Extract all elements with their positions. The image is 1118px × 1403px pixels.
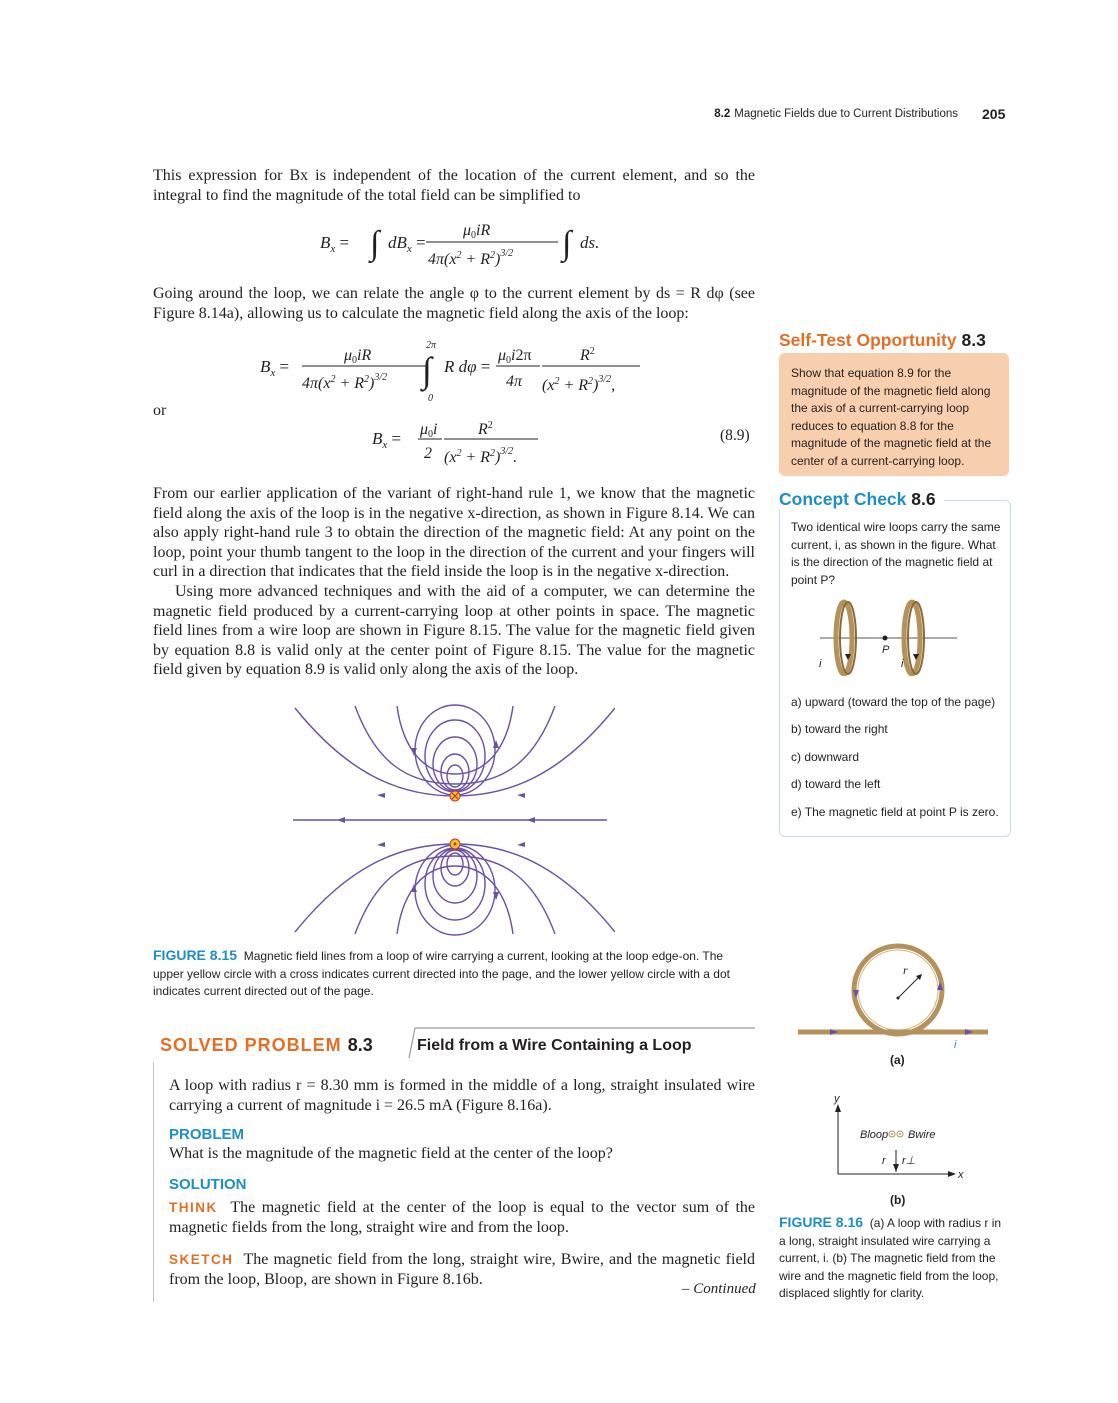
fig816-i-label: i <box>954 1039 957 1051</box>
paragraph-1: This expression for Bx is independent of the location of the current element, and so the integral to find the magnitude of the total field can be simplified to <box>153 167 755 204</box>
fig816-rperp-label: r⊥ <box>902 1155 916 1167</box>
equation-1-render <box>318 218 618 274</box>
fig816-bwire-label: Bwire <box>908 1129 936 1141</box>
concept-check-title: Concept Check <box>779 489 907 509</box>
svg-text:∫: ∫ <box>422 350 432 390</box>
equation-number: (8.9) <box>720 427 750 444</box>
svg-text:μ0i: μ0i <box>420 421 438 440</box>
svg-text:dBx =: $dB_x$ = <box>388 233 426 255</box>
equation-3 <box>370 418 550 481</box>
fig816-x-label: x <box>958 1169 964 1181</box>
current-label-right: i <box>901 658 904 670</box>
svg-text:4π(x2 + R2)3/2: $4\pi(x^2 + R^2)^{3/2}$ <box>428 248 514 268</box>
svg-text:Bx =: $B_x$ = <box>320 233 350 255</box>
paragraph-2: Going around the loop, we can relate the angle φ to the current element by ds = R dφ (see Figure 8.14a), allowing us to calculate the magnetic field along the axis of the loop: <box>153 285 755 322</box>
or-word: or <box>153 402 167 419</box>
self-test-number: 8.3 <box>961 330 986 350</box>
svg-text:4π: 4π <box>506 373 523 390</box>
sketch-heading: SKETCH <box>169 1252 234 1267</box>
figure-8-16-caption-text: (a) A loop with radius r in a long, straight insulated wire carrying a current, i. (b) The magnetic field from the wire and the magnetic field from the loop, displaced slightly for clarity. <box>779 1216 1002 1300</box>
svg-text:μ0iR: μ0iR <box>344 347 372 366</box>
svg-text:Bx =: $B_x$ = <box>372 429 402 451</box>
problem-text: What is the magnitude of the magnetic field at the center of the loop? <box>169 1145 613 1162</box>
concept-check-question: Two identical wire loops carry the same current, i, as shown in the figure. What is the direction of the magnetic field at point P? <box>791 520 1001 587</box>
page-number: 205 <box>982 106 1006 122</box>
figure-8-16-caption <box>779 1214 1009 1303</box>
svg-text:Bx =: $B_x$ = <box>260 357 290 379</box>
concept-check-number: 8.6 <box>911 489 936 509</box>
running-header <box>690 108 958 120</box>
sketch-paragraph <box>169 1250 755 1289</box>
self-test-title: Self-Test Opportunity <box>779 330 957 350</box>
figure-8-16-label: FIGURE 8.16 <box>779 1214 864 1230</box>
svg-text:ds.: ds. <box>580 233 600 252</box>
svg-text:∫: ∫ <box>562 225 572 262</box>
think-heading: THINK <box>169 1200 218 1215</box>
fig816-y-label: y <box>834 1093 840 1105</box>
self-test-heading <box>779 330 986 351</box>
svg-text:2: 2 <box>424 445 432 462</box>
solved-problem-heading <box>160 1035 373 1056</box>
fig816-sub-b: (b) <box>890 1193 906 1207</box>
concept-check-heading <box>779 489 944 510</box>
continued-note: – Continued <box>682 1281 756 1297</box>
paragraph-4: Using more advanced techniques and with the aid of a computer, we can determine the magnetic field produced by a current-carrying loop at other points in space. The magnetic field lines from a wire loop are shown in Figure 8.15. The value for the magnetic field given by equation 8.8 is valid only at the center point of Figure 8.15. The value for the magnetic field given by equation 8.9 is valid only along the axis of the loop. <box>153 583 755 678</box>
solution-heading: SOLUTION <box>169 1176 247 1193</box>
option-a: a) upward (toward the top of the page) <box>791 695 996 709</box>
svg-text:R2: $R^2$ <box>478 420 493 438</box>
equation-3-render <box>370 418 550 476</box>
fig816-bloop-label: Bloop <box>860 1129 889 1141</box>
figure-8-15-field-lines <box>285 700 615 936</box>
section-title: Magnetic Fields due to Current Distributions <box>734 108 958 120</box>
option-b: b) toward the right <box>791 722 888 736</box>
option-c: c) downward <box>791 750 860 764</box>
solved-problem-intro: A loop with radius r = 8.30 mm is formed in the middle of a long, straight insulated wire carrying a current of magnitude i = 26.5 mA (Figure 8.16a). <box>169 1077 755 1114</box>
svg-text:μ0i2π: μ0i2π <box>498 347 532 366</box>
svg-text:R2: $R^2$ <box>580 346 595 364</box>
svg-text:(x2 + R2)3/2,: $(x^2 + R^2)^{3/2}$, <box>542 374 616 394</box>
problem-heading: PROBLEM <box>169 1126 244 1143</box>
figure-8-15-caption-text: Magnetic field lines from a loop of wire carrying a current, looking at the loop edge-on. The upper yellow circle with a cross indicates current directed into the page, and the lower yellow circle with a dot indicates current directed out of the page. <box>153 949 730 998</box>
svg-text:R dφ =: R dφ = <box>444 357 491 376</box>
svg-text:μ0iR: μ0iR <box>463 222 491 241</box>
current-label-left: i <box>819 658 822 670</box>
fig816-r-b-label: r <box>882 1155 886 1167</box>
svg-text:2π: 2π <box>426 340 437 351</box>
option-e: e) The magnetic field at point P is zero. <box>791 805 999 819</box>
svg-text:(x2 + R2)3/2.: $(x^2 + R^2)^{3/2}$. <box>444 446 518 466</box>
figure-8-15-caption <box>153 947 755 1001</box>
sketch-text: The magnetic field from the long, straight wire, Bwire, and the magnetic field from the loop, Bloop, are shown in Figure 8.16b. <box>169 1251 756 1288</box>
option-d: d) toward the left <box>791 777 881 791</box>
solved-problem-title: Field from a Wire Containing a Loop <box>417 1037 692 1054</box>
equation-2-render <box>258 338 678 404</box>
self-test-text: Show that equation 8.9 for the magnitude of the magnetic field along the axis of a current-carrying loop reduces to equation 8.8 for the magnitude of the magnetic field at the center of a current-carrying loop. <box>791 366 992 468</box>
svg-text:0: 0 <box>428 393 433 404</box>
solved-problem-label: SOLVED PROBLEM <box>160 1035 342 1055</box>
fig816-sub-a: (a) <box>890 1053 905 1067</box>
fig816-r-label: r <box>903 963 908 977</box>
section-number: 8.2 <box>714 108 731 120</box>
figure-8-15-label: FIGURE 8.15 <box>153 947 238 963</box>
self-test-box <box>779 353 1009 476</box>
figure-8-16 <box>790 940 1010 1210</box>
concept-check-figure <box>815 596 960 676</box>
think-paragraph <box>169 1198 755 1237</box>
think-text: The magnetic field at the center of the loop is equal to the vector sum of the magnetic fields from the long, straight wire and from the loop. <box>169 1199 755 1236</box>
svg-text:∫: ∫ <box>370 225 380 262</box>
solved-problem-number: 8.3 <box>347 1035 373 1055</box>
point-p-label: P <box>882 644 890 656</box>
equation-2 <box>258 338 678 409</box>
equation-1 <box>318 218 618 279</box>
svg-text:4π(x2 + R2)3/2: $4\pi(x^2 + R^2)^{3/2}$ <box>302 372 388 392</box>
paragraph-3: From our earlier application of the variant of right-hand rule 1, we know that the magnetic field along the axis of the loop is in the negative x-direction, as shown in Figure 8.14. We can also apply right-hand rule 3 to obtain the direction of the magnetic field: At any point on the loop, point your thumb tangent to the loop in the direction of the current and your fingers will curl in a direction that indicates that the field inside the loop is in the negative x-direction. <box>153 485 755 580</box>
